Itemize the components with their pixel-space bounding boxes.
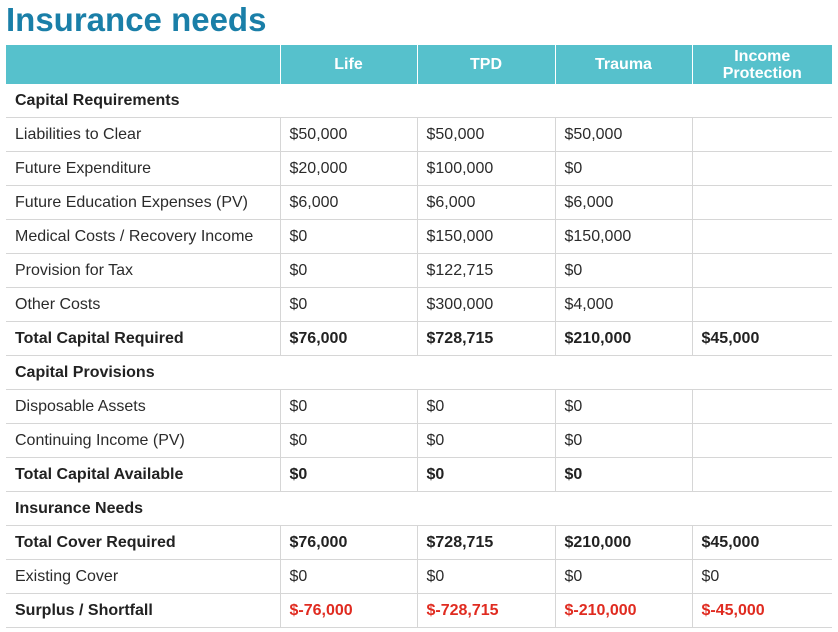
header-row xyxy=(6,45,832,84)
life-value: $6,000 xyxy=(280,186,417,220)
life-value: $0 xyxy=(280,220,417,254)
income-protection-value xyxy=(692,254,832,288)
row-label: Insurance Needs xyxy=(6,492,280,526)
income-protection-value xyxy=(692,118,832,152)
empty-cell xyxy=(280,356,417,390)
life-value: $0 xyxy=(280,458,417,492)
empty-cell xyxy=(417,492,555,526)
life-value: $0 xyxy=(280,424,417,458)
income-protection-value xyxy=(692,458,832,492)
trauma-value: $50,000 xyxy=(555,118,692,152)
tpd-value: $150,000 xyxy=(417,220,555,254)
income-protection-value: $0 xyxy=(692,560,832,594)
row-label: Total Capital Available xyxy=(6,458,280,492)
tpd-value: $728,715 xyxy=(417,322,555,356)
tpd-value: $300,000 xyxy=(417,288,555,322)
row-label: Capital Provisions xyxy=(6,356,280,390)
income-protection-value xyxy=(692,288,832,322)
tpd-value: $0 xyxy=(417,458,555,492)
trauma-value: $0 xyxy=(555,458,692,492)
empty-cell xyxy=(692,492,832,526)
tpd-value: $728,715 xyxy=(417,526,555,560)
life-value: $76,000 xyxy=(280,322,417,356)
empty-cell xyxy=(280,492,417,526)
row-label: Surplus / Shortfall xyxy=(6,594,280,628)
table-row xyxy=(6,390,832,424)
table-row xyxy=(6,254,832,288)
empty-cell xyxy=(417,84,555,118)
insurance-needs-table xyxy=(6,45,832,628)
table-row xyxy=(6,322,832,356)
row-label: Future Expenditure xyxy=(6,152,280,186)
tpd-value: $0 xyxy=(417,560,555,594)
row-label: Existing Cover xyxy=(6,560,280,594)
income-protection-value: $45,000 xyxy=(692,322,832,356)
row-label: Provision for Tax xyxy=(6,254,280,288)
row-label: Other Costs xyxy=(6,288,280,322)
life-value: $0 xyxy=(280,390,417,424)
table-row xyxy=(6,594,832,628)
row-label: Total Capital Required xyxy=(6,322,280,356)
page-title: Insurance needs xyxy=(6,1,267,38)
table-row xyxy=(6,458,832,492)
section-row xyxy=(6,84,832,118)
income-protection-value xyxy=(692,390,832,424)
empty-cell xyxy=(555,84,692,118)
tpd-value: $122,715 xyxy=(417,254,555,288)
table-row xyxy=(6,118,832,152)
life-value: $0 xyxy=(280,288,417,322)
table-row xyxy=(6,424,832,458)
trauma-value: $4,000 xyxy=(555,288,692,322)
trauma-value: $-210,000 xyxy=(555,594,692,628)
tpd-value: $100,000 xyxy=(417,152,555,186)
trauma-value: $210,000 xyxy=(555,526,692,560)
empty-cell xyxy=(555,356,692,390)
income-protection-value xyxy=(692,424,832,458)
header-blank xyxy=(6,45,280,84)
row-label: Disposable Assets xyxy=(6,390,280,424)
empty-cell xyxy=(692,356,832,390)
tpd-value: $0 xyxy=(417,424,555,458)
row-label: Total Cover Required xyxy=(6,526,280,560)
tpd-value: $6,000 xyxy=(417,186,555,220)
row-label: Liabilities to Clear xyxy=(6,118,280,152)
header-life: Life xyxy=(280,45,417,84)
life-value: $0 xyxy=(280,560,417,594)
header-tpd: TPD xyxy=(417,45,555,84)
empty-cell xyxy=(692,84,832,118)
empty-cell xyxy=(555,492,692,526)
row-label: Capital Requirements xyxy=(6,84,280,118)
section-row xyxy=(6,356,832,390)
trauma-value: $0 xyxy=(555,424,692,458)
life-value: $20,000 xyxy=(280,152,417,186)
trauma-value: $0 xyxy=(555,254,692,288)
life-value: $0 xyxy=(280,254,417,288)
header-trauma: Trauma xyxy=(555,45,692,84)
table-row xyxy=(6,220,832,254)
income-protection-value xyxy=(692,152,832,186)
life-value: $50,000 xyxy=(280,118,417,152)
row-label: Continuing Income (PV) xyxy=(6,424,280,458)
empty-cell xyxy=(280,84,417,118)
section-row xyxy=(6,492,832,526)
table-row xyxy=(6,152,832,186)
table-row xyxy=(6,560,832,594)
income-protection-value xyxy=(692,220,832,254)
empty-cell xyxy=(417,356,555,390)
income-protection-value xyxy=(692,186,832,220)
row-label: Future Education Expenses (PV) xyxy=(6,186,280,220)
trauma-value: $0 xyxy=(555,390,692,424)
header-income-protection: Income Protection xyxy=(692,45,832,84)
table-row xyxy=(6,526,832,560)
trauma-value: $0 xyxy=(555,560,692,594)
tpd-value: $-728,715 xyxy=(417,594,555,628)
table-row xyxy=(6,288,832,322)
table-row xyxy=(6,186,832,220)
trauma-value: $210,000 xyxy=(555,322,692,356)
row-label: Medical Costs / Recovery Income xyxy=(6,220,280,254)
tpd-value: $0 xyxy=(417,390,555,424)
income-protection-value: $45,000 xyxy=(692,526,832,560)
trauma-value: $150,000 xyxy=(555,220,692,254)
trauma-value: $6,000 xyxy=(555,186,692,220)
life-value: $-76,000 xyxy=(280,594,417,628)
trauma-value: $0 xyxy=(555,152,692,186)
life-value: $76,000 xyxy=(280,526,417,560)
income-protection-value: $-45,000 xyxy=(692,594,832,628)
tpd-value: $50,000 xyxy=(417,118,555,152)
